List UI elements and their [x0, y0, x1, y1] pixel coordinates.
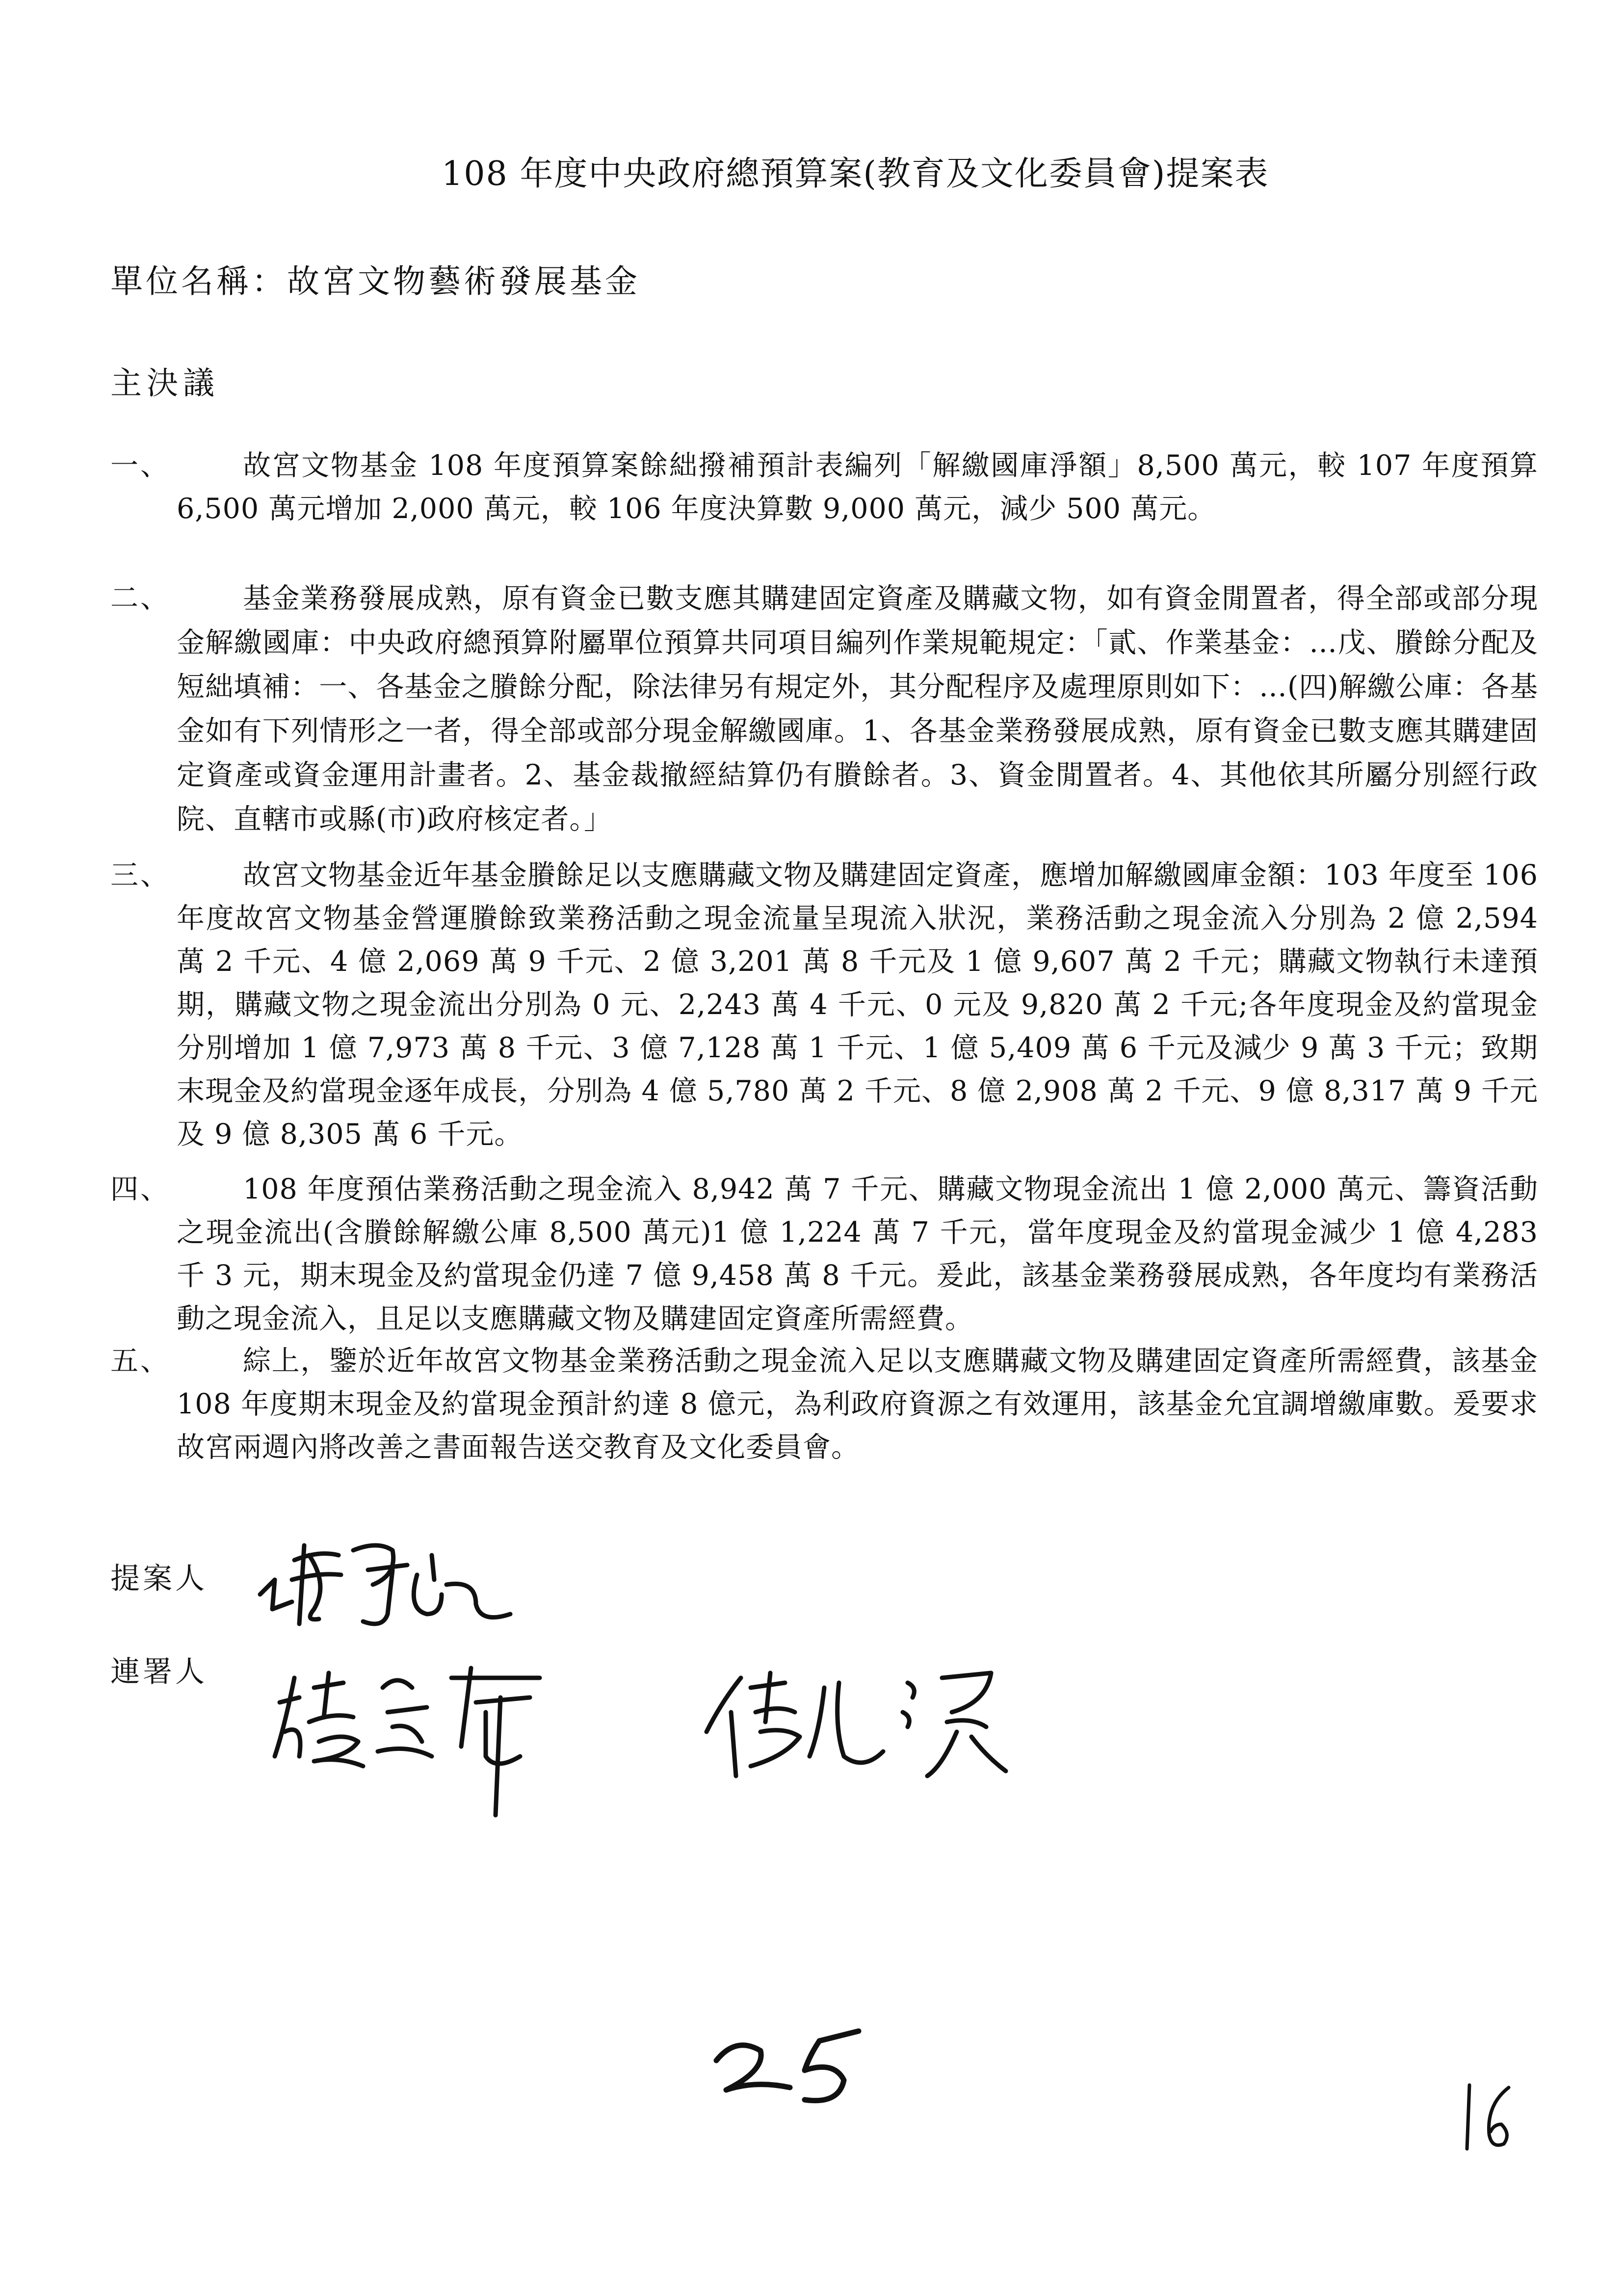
item-number: 二、	[110, 582, 170, 614]
resolution-item-3	[110, 854, 1538, 1156]
resolution-item-4	[110, 1168, 1538, 1340]
cosigner-signature-1	[265, 1658, 569, 1820]
item-number: 四、	[110, 1173, 170, 1205]
proposer-label: 提案人	[110, 1562, 208, 1596]
item-text: 綜上，鑒於近年故宮文物基金業務活動之現金流入足以支應購藏文物及購建固定資產所需經費，該基金 108 年度期末現金及約當現金預計約達 8 億元，為利政府資源之有效運用，該基金允宜調增繳庫數。爰要求故宮兩週內將改善之書面報告送交教育及文化委員會。	[177, 1345, 1538, 1463]
main-resolution-heading: 主決議	[110, 365, 219, 402]
item-text: 108 年度預估業務活動之現金流入 8,942 萬 7 千元、購藏文物現金流出 1 億 2,000 萬元、籌資活動之現金流出(含賸餘解繳公庫 8,500 萬元)1 億 1,224 萬 7 千元，當年度現金及約當現金減少 1 億 4,283 千 3 元，期末現金及約當現金仍達 7 億 9,458 萬 8 千元。爰此，該基金業務發展成熟，各年度均有業務活動之現金流入，且足以支應購藏文物及購建固定資產所需經費。	[177, 1173, 1538, 1335]
handwritten-page-number	[1452, 2075, 1526, 2159]
cosigner-signature-2	[697, 1658, 1011, 1786]
proposer-signature	[245, 1516, 520, 1639]
unit-name: 單位名稱：故宮文物藝術發展基金	[110, 262, 640, 300]
item-number: 一、	[110, 449, 170, 482]
item-text: 故宮文物基金近年基金賸餘足以支應購藏文物及購建固定資產，應增加解繳國庫金額：103 年度至 106 年度故宮文物基金營運賸餘致業務活動之現金流量呈現流入狀況，業務活動之現金流入分別為 2 億 2,594 萬 2 千元、4 億 2,069 萬 9 千元、2 億 3,201 萬 8 千元及 1 億 9,607 萬 2 千元；購藏文物執行未達預期，購藏文物之現金流出分別為 0 元、2,243 萬 4 千元、0 元及 9,820 萬 2 千元;各年度現金及約當現金分別增加 1 億 7,973 萬 8 千元、3 億 7,128 萬 1 千元、1 億 5,409 萬 6 千元及減少 9 萬 3 千元；致期末現金及約當現金逐年成長，分別為 4 億 5,780 萬 2 千元、8 億 2,908 萬 2 千元、9 億 8,317 萬 9 千元及 9 億 8,305 萬 6 千元。	[177, 859, 1538, 1150]
resolution-item-1	[110, 444, 1538, 530]
document-title: 108 年度中央政府總預算案(教育及文化委員會)提案表	[442, 155, 1269, 193]
resolution-item-2	[110, 576, 1538, 841]
item-text: 故宮文物基金 108 年度預算案餘絀撥補預計表編列「解繳國庫淨額」8,500 萬元，較 107 年度預算 6,500 萬元增加 2,000 萬元，較 106 年度決算數 9,000 萬元，減少 500 萬元。	[177, 449, 1538, 525]
cosigner-label: 連署人	[110, 1655, 208, 1689]
resolution-item-5	[110, 1339, 1538, 1469]
item-number: 五、	[110, 1345, 170, 1377]
item-text: 基金業務發展成熟，原有資金已數支應其購建固定資產及購藏文物，如有資金閒置者，得全部或部分現金解繳國庫：中央政府總預算附屬單位預算共同項目編列作業規範規定：「貳、作業基金：…戊、賸餘分配及短絀填補：一、各基金之賸餘分配，除法律另有規定外，其分配程序及處理原則如下：…(四)解繳公庫：各基金如有下列情形之一者，得全部或部分現金解繳國庫。1、各基金業務發展成熟，原有資金已數支應其購建固定資產或資金運用計畫者。2、基金裁撤經結算仍有賸餘者。3、資金閒置者。4、其他依其所屬分別經行政院、直轄市或縣(市)政府核定者。」	[177, 582, 1538, 835]
handwritten-page-mark	[707, 2002, 864, 2114]
item-number: 三、	[110, 859, 170, 891]
